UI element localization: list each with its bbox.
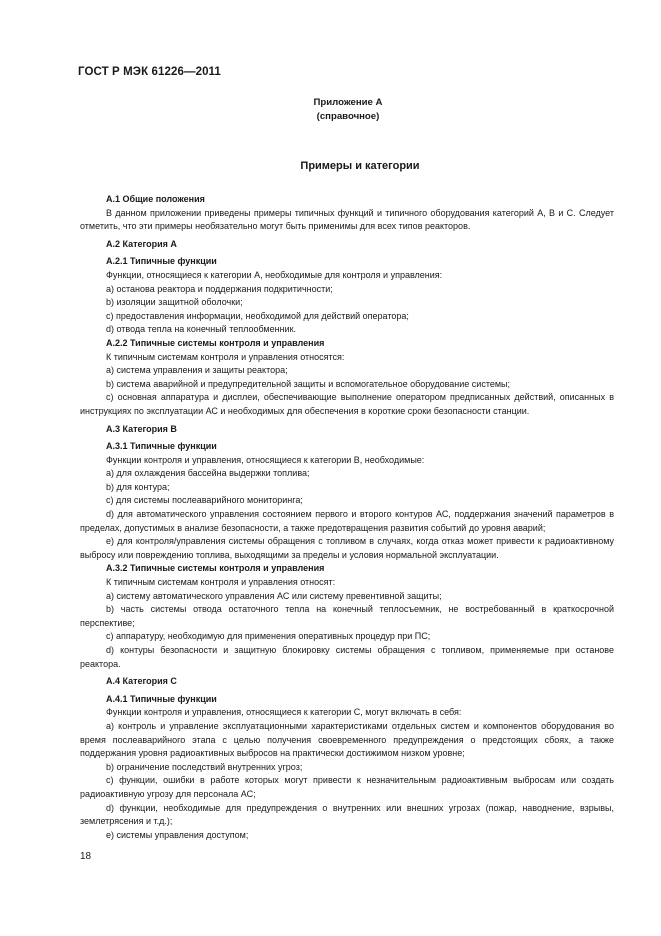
paragraph: Функции контроля и управления, относящиеся к категории В, необходимые: xyxy=(106,454,425,465)
section-heading: А.4.1 Типичные функции xyxy=(106,693,217,704)
paragraph: В данном приложении приведены примеры типичных функций и типичного оборудования категорий А, В и С. Следует отметить, что эти примеры необязательно могут быть применимы для всех типов реакторов. xyxy=(80,207,614,232)
paragraph: c) аппаратуру, необходимую для применения оперативных процедур при ПС; xyxy=(106,631,431,642)
paragraph: c) основная аппаратура и дисплеи, обеспечивающие выполнение оператором предписанных действий, описанных в инструкциях по эксплуатации АС и необходимых для обеспечения в короткие сроки безопасности станции. xyxy=(80,392,614,416)
paragraph: c) для системы послеаварийного мониторинга; xyxy=(106,495,303,506)
section-heading: А.4 Категория С xyxy=(106,676,177,687)
paragraph: c) функции, ошибки в работе которых могут привести к незначительным радиоактивным выбросам или создать радиоактивную угрозу для персонала АС; xyxy=(80,775,614,799)
paragraph: d) функции, необходимые для предупреждения о внутренних или внешних угрозах (пожар, наводнение, взрывы, землетрясения и т.д.); xyxy=(80,802,614,827)
paragraph: К типичным системам контроля и управления относятся: xyxy=(106,351,345,362)
appendix-label: Приложение А xyxy=(313,97,383,108)
section-heading: А.3.1 Типичные функции xyxy=(106,441,217,452)
section-heading: А.2.2 Типичные системы контроля и управления xyxy=(106,337,325,348)
section-title: Примеры и категории xyxy=(300,160,420,172)
paragraph: b) часть системы отвода остаточного тепла на конечный теплосъемник, не востребованный в краткосрочной перспективе; xyxy=(80,604,614,628)
paragraph: К типичным системам контроля и управления относят: xyxy=(106,577,336,588)
paragraph: b) изоляции защитной оболочки; xyxy=(106,297,243,308)
paragraph: a) останова реактора и поддержания подкритичности; xyxy=(106,283,333,294)
paragraph: b) для контура; xyxy=(106,481,170,492)
document-header: ГОСТ Р МЭК 61226—2011 xyxy=(78,66,221,78)
paragraph: a) контроль и управление эксплуатационными характеристиками отдельных систем и компонентов оборудования во время послеаварийного этапа с целью получения своевременного предупреждения о предстоящих сбоях, а также поддержания уровня радиоактивных выбросов на практически достижимом низком уровне; xyxy=(80,720,614,759)
section-heading: А.1 Общие положения xyxy=(106,194,205,204)
page-number: 18 xyxy=(80,851,92,862)
paragraph: e) системы управления доступом; xyxy=(106,829,249,840)
paragraph: b) система аварийной и предупредительной защиты и вспомогательное оборудование системы; xyxy=(106,378,511,389)
paragraph: c) предоставления информации, необходимой для действий оператора; xyxy=(106,310,409,321)
paragraph: Функции, относящиеся к категории А, необходимые для контроля и управления: xyxy=(106,269,443,280)
section-heading: А.2 Категория А xyxy=(106,238,177,249)
paragraph: d) отвода тепла на конечный теплообменник. xyxy=(106,324,297,335)
paragraph: d) контуры безопасности и защитную блокировку системы обращения с топливом, применяемые при останове реактора. xyxy=(80,645,614,669)
paragraph: a) система управления и защиты реактора; xyxy=(106,365,288,376)
section-heading: А.2.1 Типичные функции xyxy=(106,256,217,267)
appendix-type: (справочное) xyxy=(316,111,380,122)
paragraph: a) систему автоматического управления АС или систему превентивной защиты; xyxy=(106,590,442,601)
paragraph: d) для автоматического управления состоянием первого и второго контуров АС, поддержания значений параметров в пределах, допустимых в анализе безопасности, а также предотвращения развития событий до уровня аварий; xyxy=(80,509,614,533)
section-heading: А.3 Категория В xyxy=(106,423,177,434)
paragraph: Функции контроля и управления, относящиеся к категории С, могут включать в себя: xyxy=(106,707,462,718)
paragraph: b) ограничение последствий внутренних угроз; xyxy=(106,761,303,772)
paragraph: e) для контроля/управления системы обращения с топливом в случаях, когда отказ может привести к радиоактивному выбросу или повреждению топлива, выходящими за пределы и условия нормальной эксплуатации. xyxy=(80,536,614,560)
document-body xyxy=(80,193,614,842)
paragraph: a) для охлаждения бассейна выдержки топлива; xyxy=(106,468,310,479)
section-heading: А.3.2 Типичные системы контроля и управления xyxy=(106,563,325,574)
